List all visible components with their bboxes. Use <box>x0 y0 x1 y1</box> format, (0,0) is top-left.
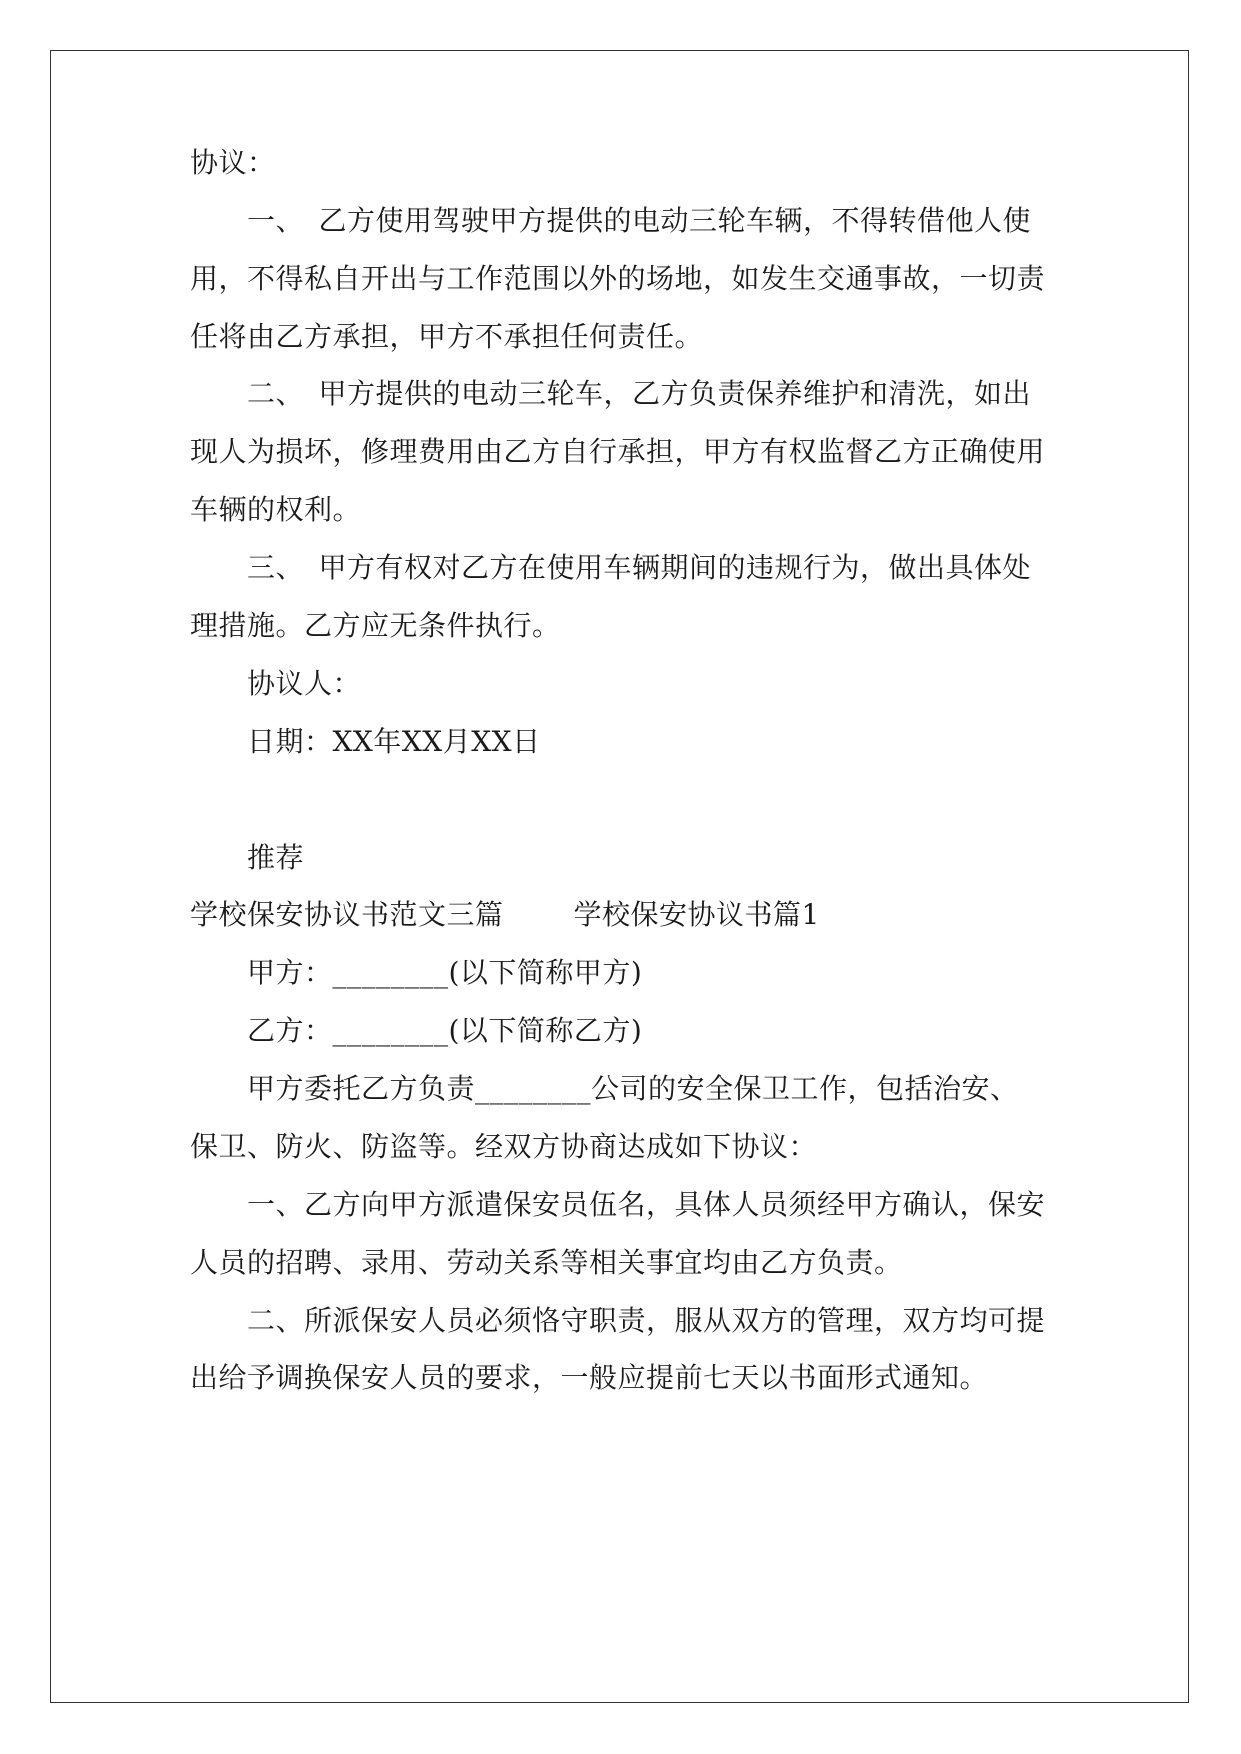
security-clause-1-line-2: 人员的招聘、录用、劳动关系等相关事宜均由乙方负责。 <box>190 1246 903 1279</box>
recommend-titles <box>190 895 1070 935</box>
clause-2-line-2: 现人为损坏，修理费用由乙方自行承担，甲方有权监督乙方正确使用 <box>190 435 1046 468</box>
intro-line-1: 甲方委托乙方负责________公司的安全保卫工作，包括治安、 <box>247 1072 1019 1105</box>
security-clause-2-line-2: 出给予调换保安人员的要求，一般应提前七天以书面形式通知。 <box>190 1361 989 1394</box>
clause-1-line-1: 一、 乙方使用驾驶甲方提供的电动三轮车辆，不得转借他人使 <box>247 204 1032 237</box>
security-clause-2-line-1: 二、所派保安人员必须恪守职责，服从双方的管理，双方均可提 <box>247 1304 1046 1337</box>
recommend-title-2[interactable]: 学校保安协议书篇1 <box>573 898 820 931</box>
clause-2-line-1: 二、 甲方提供的电动三轮车，乙方负责保养维护和清洗，如出 <box>247 377 1032 410</box>
signatory-label: 协议人： <box>247 667 362 700</box>
recommend-label: 推荐 <box>247 841 305 874</box>
clause-2-line-3: 车辆的权利。 <box>190 493 362 526</box>
intro-line-2: 保卫、防火、防盗等。经双方协商达成如下协议： <box>190 1130 818 1163</box>
date-line: 日期：XX年XX月XX日 <box>247 725 541 758</box>
clause-3-line-1: 三、 甲方有权对乙方在使用车辆期间的违规行为，做出具体处 <box>247 551 1032 584</box>
clause-3-line-2: 理措施。乙方应无条件执行。 <box>190 609 561 642</box>
party-a-line: 甲方：________(以下简称甲方) <box>247 956 643 989</box>
section-heading-agreement: 协议： <box>190 146 276 179</box>
clause-1-line-3: 任将由乙方承担，甲方不承担任何责任。 <box>190 320 704 353</box>
recommend-title-1[interactable]: 学校保安协议书范文三篇 <box>190 898 504 931</box>
security-clause-1-line-1: 一、乙方向甲方派遣保安员伍名，具体人员须经甲方确认，保安 <box>247 1188 1046 1221</box>
party-b-line: 乙方：________(以下简称乙方) <box>247 1014 643 1047</box>
clause-1-line-2: 用，不得私自开出与工作范围以外的场地，如发生交通事故，一切责 <box>190 262 1046 295</box>
